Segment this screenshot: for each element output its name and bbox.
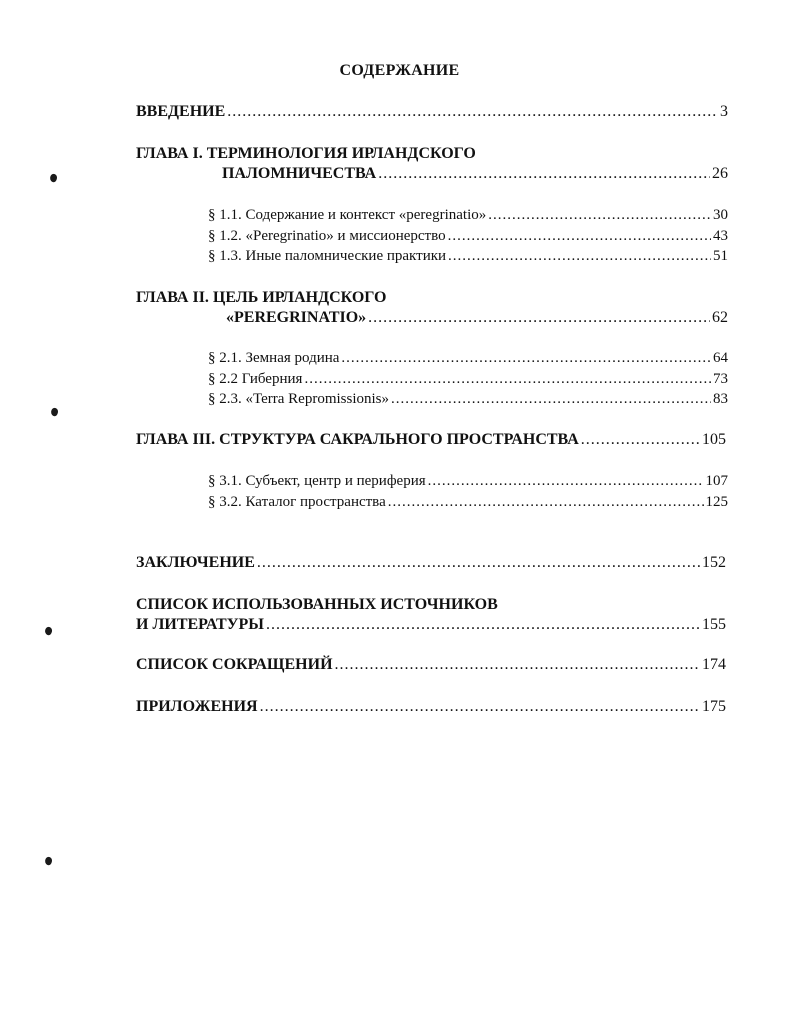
chapter-2-title: ГЛАВА II. ЦЕЛЬ ИРЛАНДСКОГО (136, 289, 387, 306)
dot-leader (368, 308, 710, 328)
dot-leader (388, 492, 704, 512)
toc-entry-label: § 3.2. Каталог пространства (208, 494, 386, 510)
toc-entry-label: «PEREGRINATIO» (226, 309, 367, 326)
toc-entry-chapter-1[interactable] (222, 164, 728, 184)
toc-page-number: 43 (713, 228, 728, 244)
toc-entry-section-2-3[interactable] (208, 389, 728, 409)
scan-speck (49, 173, 59, 183)
toc-page-number: 105 (702, 431, 726, 448)
toc-entry-section-3-1[interactable] (208, 471, 728, 491)
toc-page-number: 175 (702, 698, 726, 715)
toc-entry-label: § 2.2 Гиберния (208, 371, 303, 387)
dot-leader (227, 102, 718, 122)
toc-entry-introduction[interactable] (136, 102, 728, 122)
toc-page-number: 107 (705, 473, 728, 489)
toc-entry-label: § 1.2. «Peregrinatio» и миссионерство (208, 228, 446, 244)
chapter-1-title: ГЛАВА I. ТЕРМИНОЛОГИЯ ИРЛАНДСКОГО (136, 145, 476, 162)
sources-title: СПИСОК ИСПОЛЬЗОВАННЫХ ИСТОЧНИКОВ (136, 596, 498, 613)
toc-entry-section-1-3[interactable] (208, 246, 728, 266)
toc-page-number: 155 (702, 616, 726, 633)
toc-page-number: 73 (713, 371, 728, 387)
toc-entry-label: § 1.3. Иные паломнические практики (208, 248, 447, 264)
dot-leader (448, 246, 711, 266)
toc-entry-label: § 1.1. Содержание и контекст «peregrinatio» (208, 207, 487, 223)
scan-speck (44, 626, 54, 636)
toc-entry-conclusion[interactable] (136, 553, 726, 573)
toc-page-number: 152 (702, 554, 726, 571)
toc-entry-label: § 2.3. «Terra Repromissionis» (208, 391, 390, 407)
toc-page-number: 3 (720, 103, 728, 120)
toc-entry-label: ЗАКЛЮЧЕНИЕ (136, 554, 255, 571)
toc-entry-label: § 2.1. Земная родина (208, 350, 340, 366)
toc-entry-label: ГЛАВА III. СТРУКТУРА САКРАЛЬНОГО ПРОСТРАНСТВА (136, 431, 579, 448)
toc-entry-abbreviations[interactable] (136, 655, 726, 675)
toc-entry-label: ВВЕДЕНИЕ (136, 103, 226, 120)
toc-page-number: 26 (712, 165, 728, 182)
toc-page-number: 125 (705, 494, 728, 510)
toc-entry-label: ПРИЛОЖЕНИЯ (136, 698, 258, 715)
toc-entry-section-3-2[interactable] (208, 492, 728, 512)
dot-leader (581, 430, 700, 450)
toc-page-number: 62 (712, 309, 728, 326)
toc-page-number: 51 (713, 248, 728, 264)
scan-speck (44, 856, 54, 866)
toc-page-number: 30 (713, 207, 728, 223)
toc-entry-label: § 3.1. Субъект, центр и периферия (208, 473, 426, 489)
toc-page-number: 83 (713, 391, 728, 407)
toc-page-number: 64 (713, 350, 728, 366)
toc-entry-appendix[interactable] (136, 697, 726, 717)
dot-leader (266, 615, 700, 635)
dot-leader (260, 697, 700, 717)
dot-leader (428, 471, 704, 491)
toc-entry-sources[interactable] (136, 615, 726, 635)
dot-leader (391, 389, 711, 409)
dot-leader (488, 205, 711, 225)
toc-entry-label: СПИСОК СОКРАЩЕНИЙ (136, 656, 333, 673)
toc-page-number: 174 (702, 656, 726, 673)
dot-leader (378, 164, 710, 184)
dot-leader (341, 348, 711, 368)
page-title: СОДЕРЖАНИЕ (339, 62, 460, 79)
toc-entry-label: И ЛИТЕРАТУРЫ (136, 616, 264, 633)
dot-leader (257, 553, 700, 573)
dot-leader (304, 369, 711, 389)
toc-entry-chapter-2[interactable] (226, 308, 728, 328)
toc-entry-section-1-1[interactable] (208, 205, 728, 225)
scan-speck (50, 407, 60, 417)
toc-entry-section-2-2[interactable] (208, 369, 728, 389)
toc-entry-section-1-2[interactable] (208, 226, 728, 246)
toc-entry-label: ПАЛОМНИЧЕСТВА (222, 165, 377, 182)
toc-entry-section-2-1[interactable] (208, 348, 728, 368)
dot-leader (448, 226, 711, 246)
toc-entry-chapter-3[interactable] (136, 430, 726, 450)
dot-leader (335, 655, 700, 675)
